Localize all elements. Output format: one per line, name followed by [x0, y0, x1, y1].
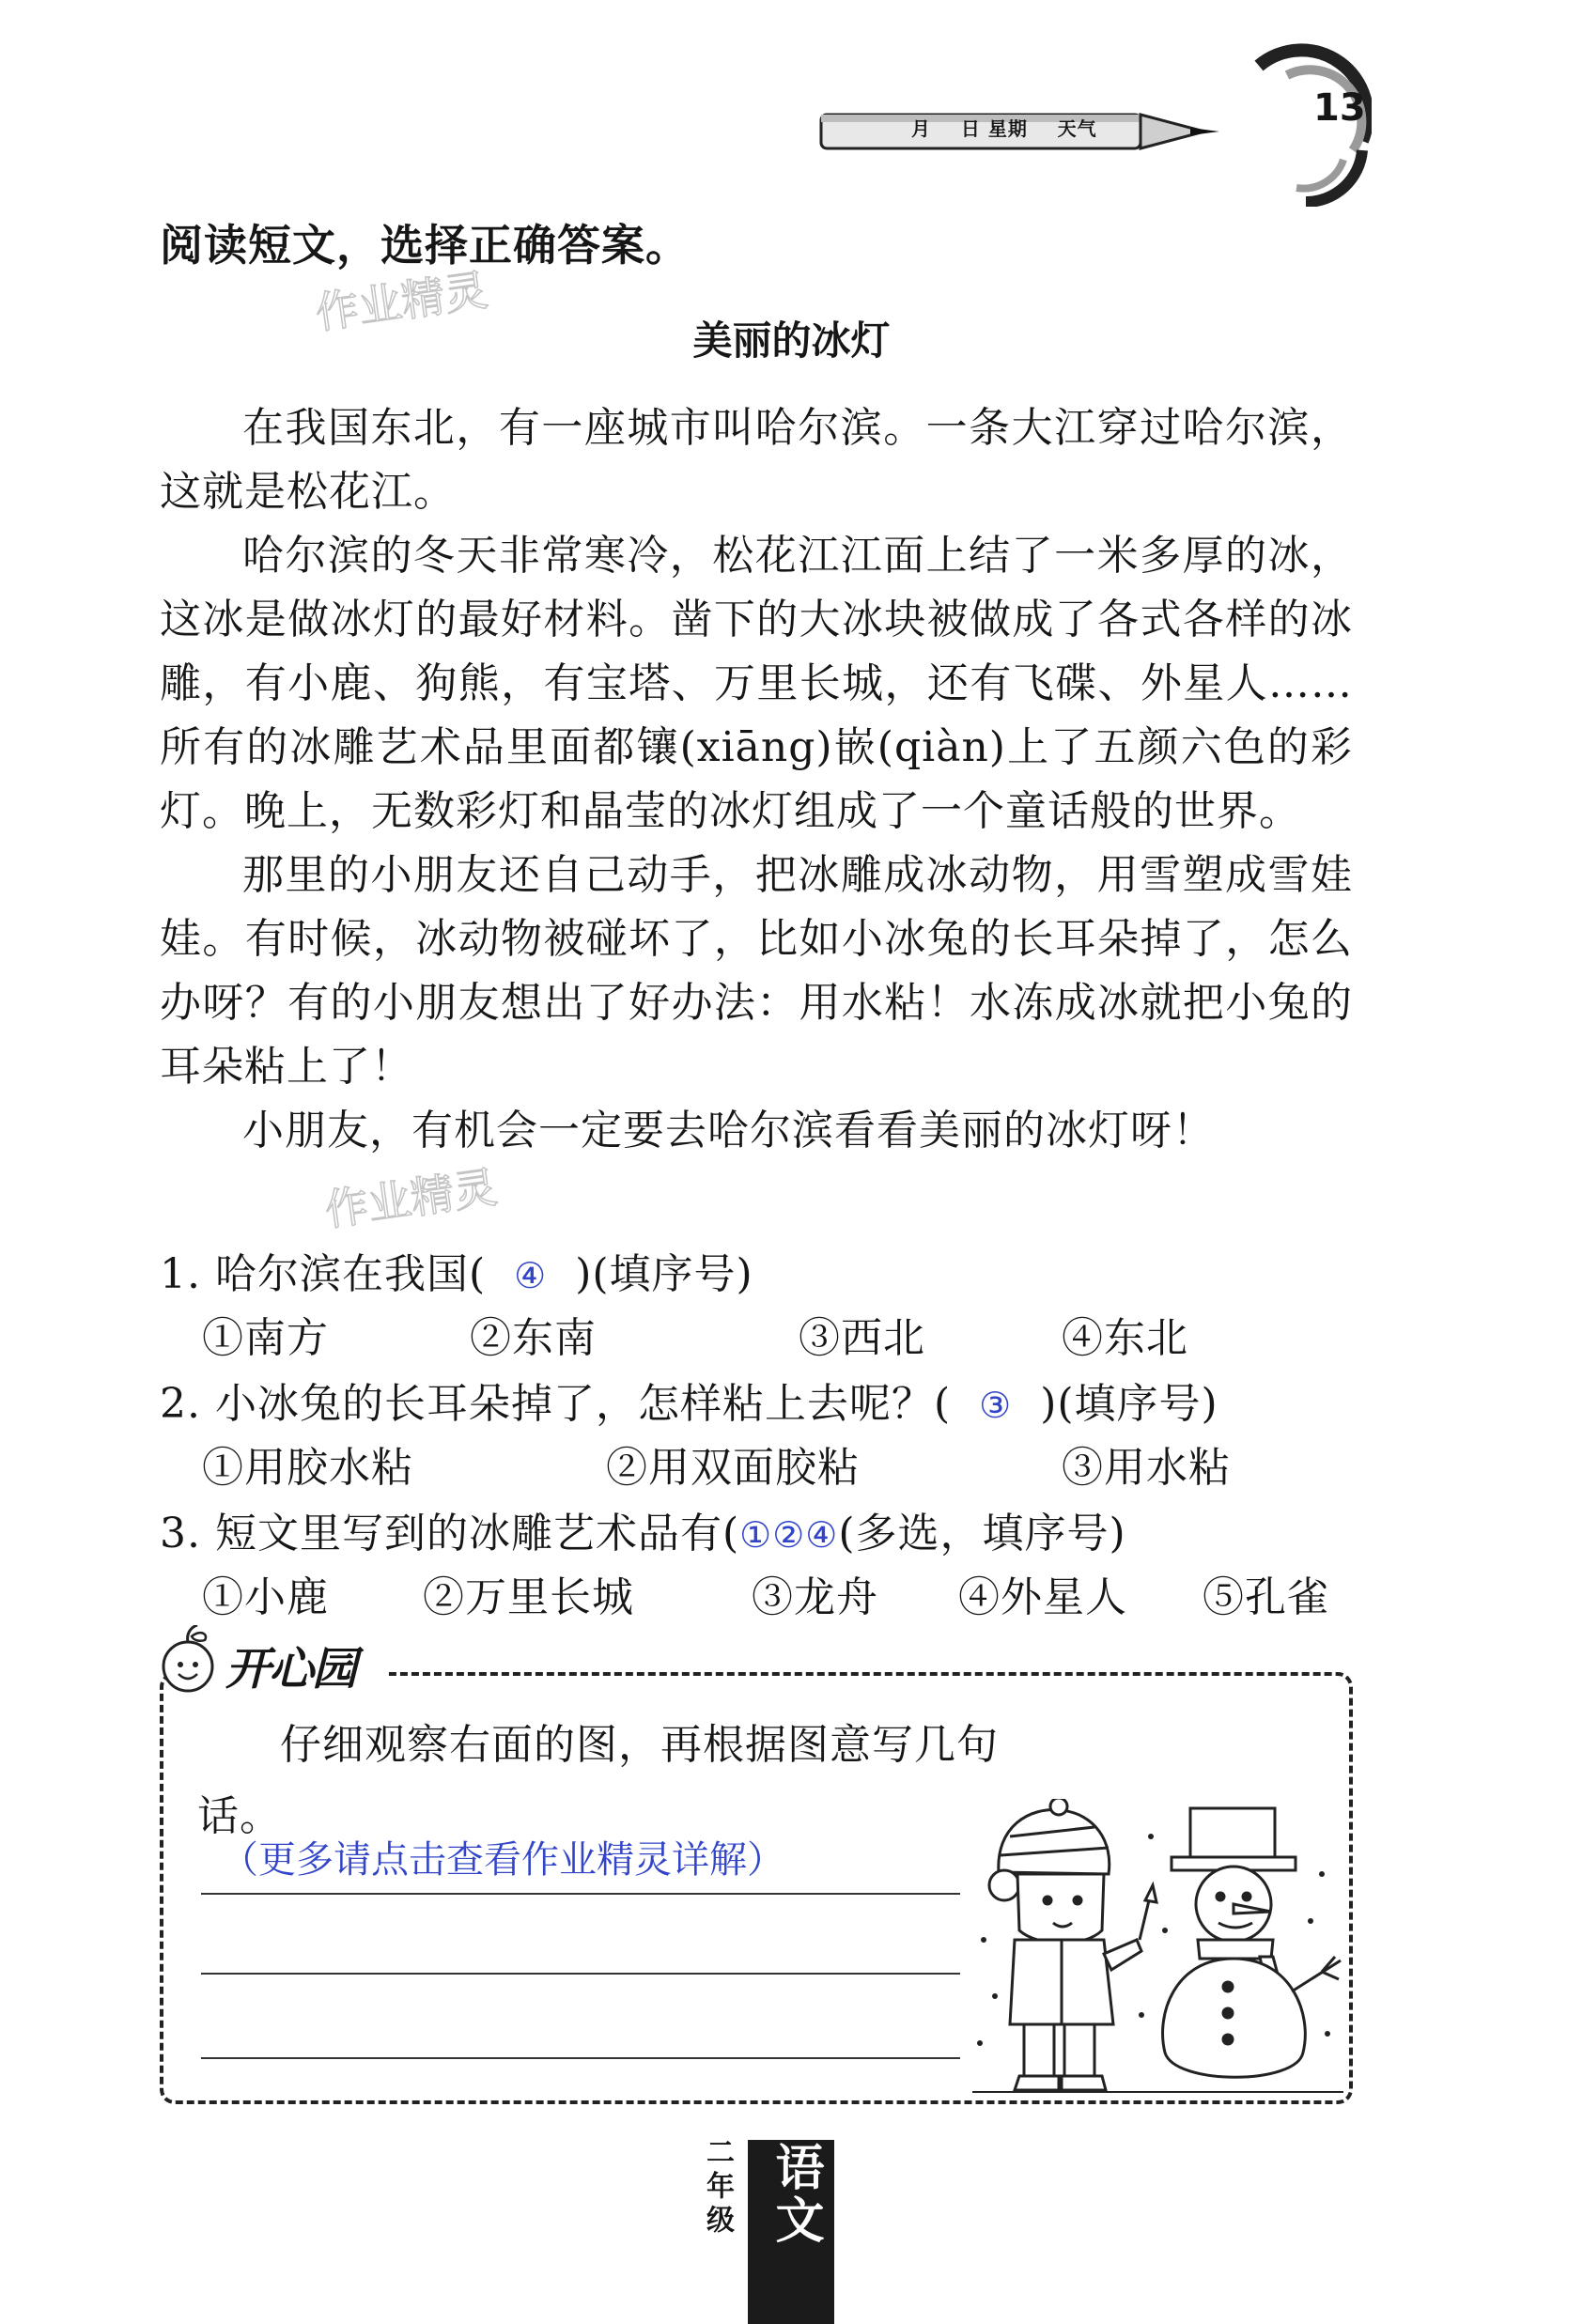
question-text: )(填序号) [1040, 1380, 1218, 1428]
child-and-snowman-illustration [972, 1799, 1343, 2095]
writing-line[interactable] [201, 1973, 960, 1975]
exercise-instruction: 阅读短文，选择正确答案。 [160, 220, 690, 271]
option: ②东南 [470, 1314, 597, 1362]
option: ③龙舟 [752, 1573, 878, 1621]
grade-label: 二年级 [701, 2137, 734, 2239]
article-paragraph: 在我国东北，有一座城市叫哈尔滨。一条大江穿过哈尔滨，这就是松花江。 [160, 404, 1353, 516]
question-text: (多选，填序号) [838, 1510, 1126, 1557]
question-2 [160, 1370, 1218, 1430]
subject-label: 语文 [767, 2142, 823, 2247]
date-weather-line: 月 日 星期 天气 [911, 117, 1097, 140]
question-1-options [202, 1304, 1188, 1364]
article-paragraph: 小朋友，有机会一定要去哈尔滨看看美丽的冰灯呀！ [242, 1107, 1215, 1154]
question-3 [160, 1499, 1126, 1559]
option: ②万里长城 [423, 1573, 634, 1621]
article-title: 美丽的冰灯 [692, 318, 891, 364]
question-1 [160, 1240, 753, 1300]
writing-prompt: 仔细观察右面的图，再根据图意写几句话。 [197, 1721, 999, 1840]
option: ③西北 [799, 1314, 925, 1362]
option: ④东北 [1062, 1314, 1188, 1362]
option: ①南方 [202, 1314, 329, 1362]
detail-link[interactable]: （更多请点击查看作业精灵详解） [221, 1838, 784, 1882]
watermark: 作业精灵 [312, 264, 491, 339]
question-3-options [202, 1563, 1329, 1623]
article-body [160, 396, 1353, 1163]
question-2-options [202, 1433, 1231, 1494]
option: ②用双面胶粘 [606, 1444, 860, 1492]
question-text: 1. 哈尔滨在我国( [160, 1250, 487, 1298]
question-text: )(填序号) [575, 1250, 753, 1298]
article-paragraph: 那里的小朋友还自己动手，把冰雕成冰动物，用雪塑成雪娃娃。有时候，冰动物被碰坏了，比如小冰兔的长耳朵掉了，怎么办呀？有的小朋友想出了好办法：用水粘！水冻成冰就把小兔的耳朵粘上了！ [160, 851, 1353, 1091]
page-number: 13 [1313, 86, 1366, 130]
option: ⑤孔雀 [1203, 1573, 1329, 1621]
option: ③用水粘 [1062, 1444, 1231, 1492]
option: ①用胶水粘 [202, 1444, 413, 1492]
article-paragraph: 哈尔滨的冬天非常寒冷，松花江江面上结了一米多厚的冰，这冰是做冰灯的最好材料。凿下的大冰块被做成了各式各样的冰雕，有小鹿、狗熊，有宝塔、万里长城，还有飞碟、外星人……所有的冰雕艺术品里面都镶(xiāng)嵌(qiàn)上了五颜六色的彩灯。晚上，无数彩灯和晶莹的冰灯组成了一个童话般的世界。 [160, 532, 1353, 835]
writing-line[interactable] [201, 2057, 960, 2059]
option: ①小鹿 [202, 1573, 329, 1621]
answer-mark: ①②④ [739, 1514, 839, 1556]
answer-mark: ③ [979, 1385, 1013, 1426]
watermark: 作业精灵 [321, 1161, 501, 1236]
happy-garden-title: 开心园 [225, 1643, 356, 1696]
question-text: 2. 小冰兔的长耳朵掉了，怎样粘上去呢？( [160, 1380, 952, 1428]
writing-line[interactable] [201, 1893, 960, 1895]
question-text: 3. 短文里写到的冰雕艺术品有( [160, 1510, 740, 1557]
answer-mark: ④ [514, 1255, 548, 1296]
option: ④外星人 [958, 1573, 1127, 1621]
